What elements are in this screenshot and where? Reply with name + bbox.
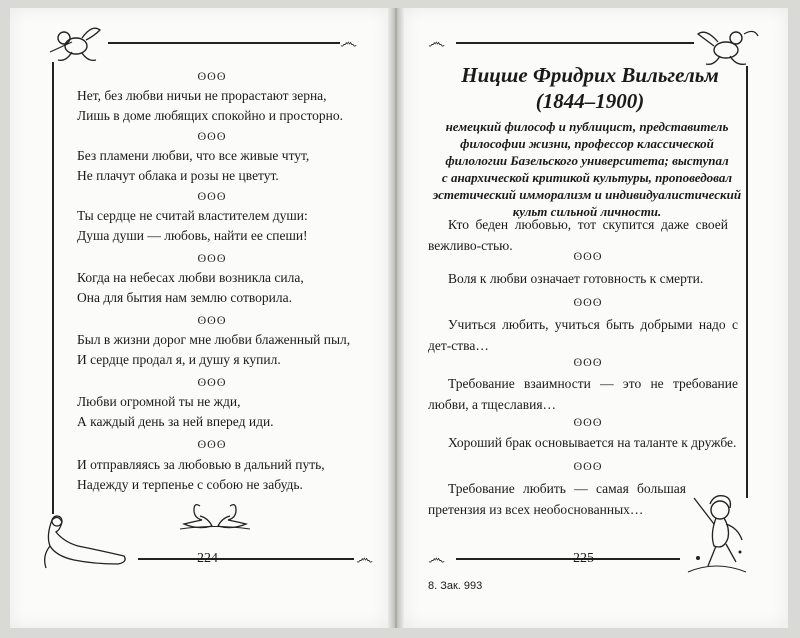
- quote: Учиться любить, учиться быть добрыми надо с дет-ства…: [428, 317, 738, 353]
- author-heading: Ницше Фридрих Вильгельм (1844–1900): [461, 63, 719, 113]
- quote: Требование взаимности — это не требование любви, а тщеславия…: [428, 376, 738, 412]
- print-order-note: 8. Зак. 993: [428, 580, 483, 592]
- flourish-icon: ෴: [356, 548, 374, 568]
- flourish-icon: ෴: [428, 548, 446, 568]
- author-bio: немецкий философ и публицист, представитель философии жизни, профессор классической филологии Базельского университета; выступал с анархической критикой культуры, проповедовал эстетический имморализм и индивидуалистический культ сильной личности.: [432, 119, 742, 219]
- stanza: Нет, без любви ничьи не прорастают зерна, Лишь в доме любящих спокойно и просторно.: [77, 88, 344, 123]
- spiral-ornament-icon: ʘʘʘ: [197, 251, 227, 265]
- stanza: Был в жизни дорог мне любви блаженный пыл, И сердце продал я, и душу я купил.: [77, 332, 351, 367]
- stanza: Когда на небесах любви возникла сила, Она для бытия нам землю сотворила.: [77, 270, 304, 305]
- spiral-ornament-icon: ʘʘʘ: [197, 189, 227, 203]
- book-gutter: [388, 8, 404, 628]
- spiral-ornament-icon: ʘʘʘ: [573, 249, 603, 263]
- flourish-icon: ෴: [340, 32, 358, 52]
- page-number-left: 224: [197, 551, 218, 566]
- page-number-right: 225: [573, 551, 594, 566]
- stanza: Без пламени любви, что все живые чтут, Не плачут облака и розы не цветут.: [77, 148, 310, 183]
- left-frame-line: [52, 62, 54, 514]
- swans-icon: [178, 500, 252, 532]
- spiral-ornament-icon: ʘʘʘ: [573, 459, 603, 473]
- cupid-icon: [42, 22, 104, 64]
- reclining-figure-icon: [38, 512, 134, 574]
- spiral-ornament-icon: ʘʘʘ: [573, 295, 603, 309]
- spiral-ornament-icon: ʘʘʘ: [197, 437, 227, 451]
- right-bottom-rule: [456, 558, 680, 560]
- spiral-ornament-icon: ʘʘʘ: [197, 375, 227, 389]
- flourish-icon: ෴: [428, 32, 446, 52]
- spiral-ornament-icon: ʘʘʘ: [197, 69, 227, 83]
- stanza: Ты сердце не считай властителем души: Душа души — любовь, найти ее спеши!: [77, 208, 308, 243]
- quote: Требование любить — самая большая претензия из всех необоснованных…: [428, 481, 686, 517]
- spiral-ornament-icon: ʘʘʘ: [197, 129, 227, 143]
- spiral-ornament-icon: ʘʘʘ: [197, 313, 227, 327]
- stanza: И отправляясь за любовью в дальний путь, Надежду и терпенье с собою не забудь.: [77, 457, 325, 492]
- right-top-rule: [456, 42, 694, 44]
- quote: Кто беден любовью, тот скупится даже своей вежливо-стью.: [428, 217, 728, 253]
- stanza: Любви огромной ты не жди, А каждый день за ней вперед иди.: [77, 394, 274, 429]
- left-bottom-rule: [138, 558, 354, 560]
- quote: Воля к любви означает готовность к смерти.: [448, 271, 704, 286]
- dancing-figure-icon: [680, 488, 752, 580]
- quote: Хороший брак основывается на таланте к дружбе.: [448, 435, 737, 450]
- spiral-ornament-icon: ʘʘʘ: [573, 355, 603, 369]
- left-top-rule: [108, 42, 340, 44]
- spiral-ornament-icon: ʘʘʘ: [573, 415, 603, 429]
